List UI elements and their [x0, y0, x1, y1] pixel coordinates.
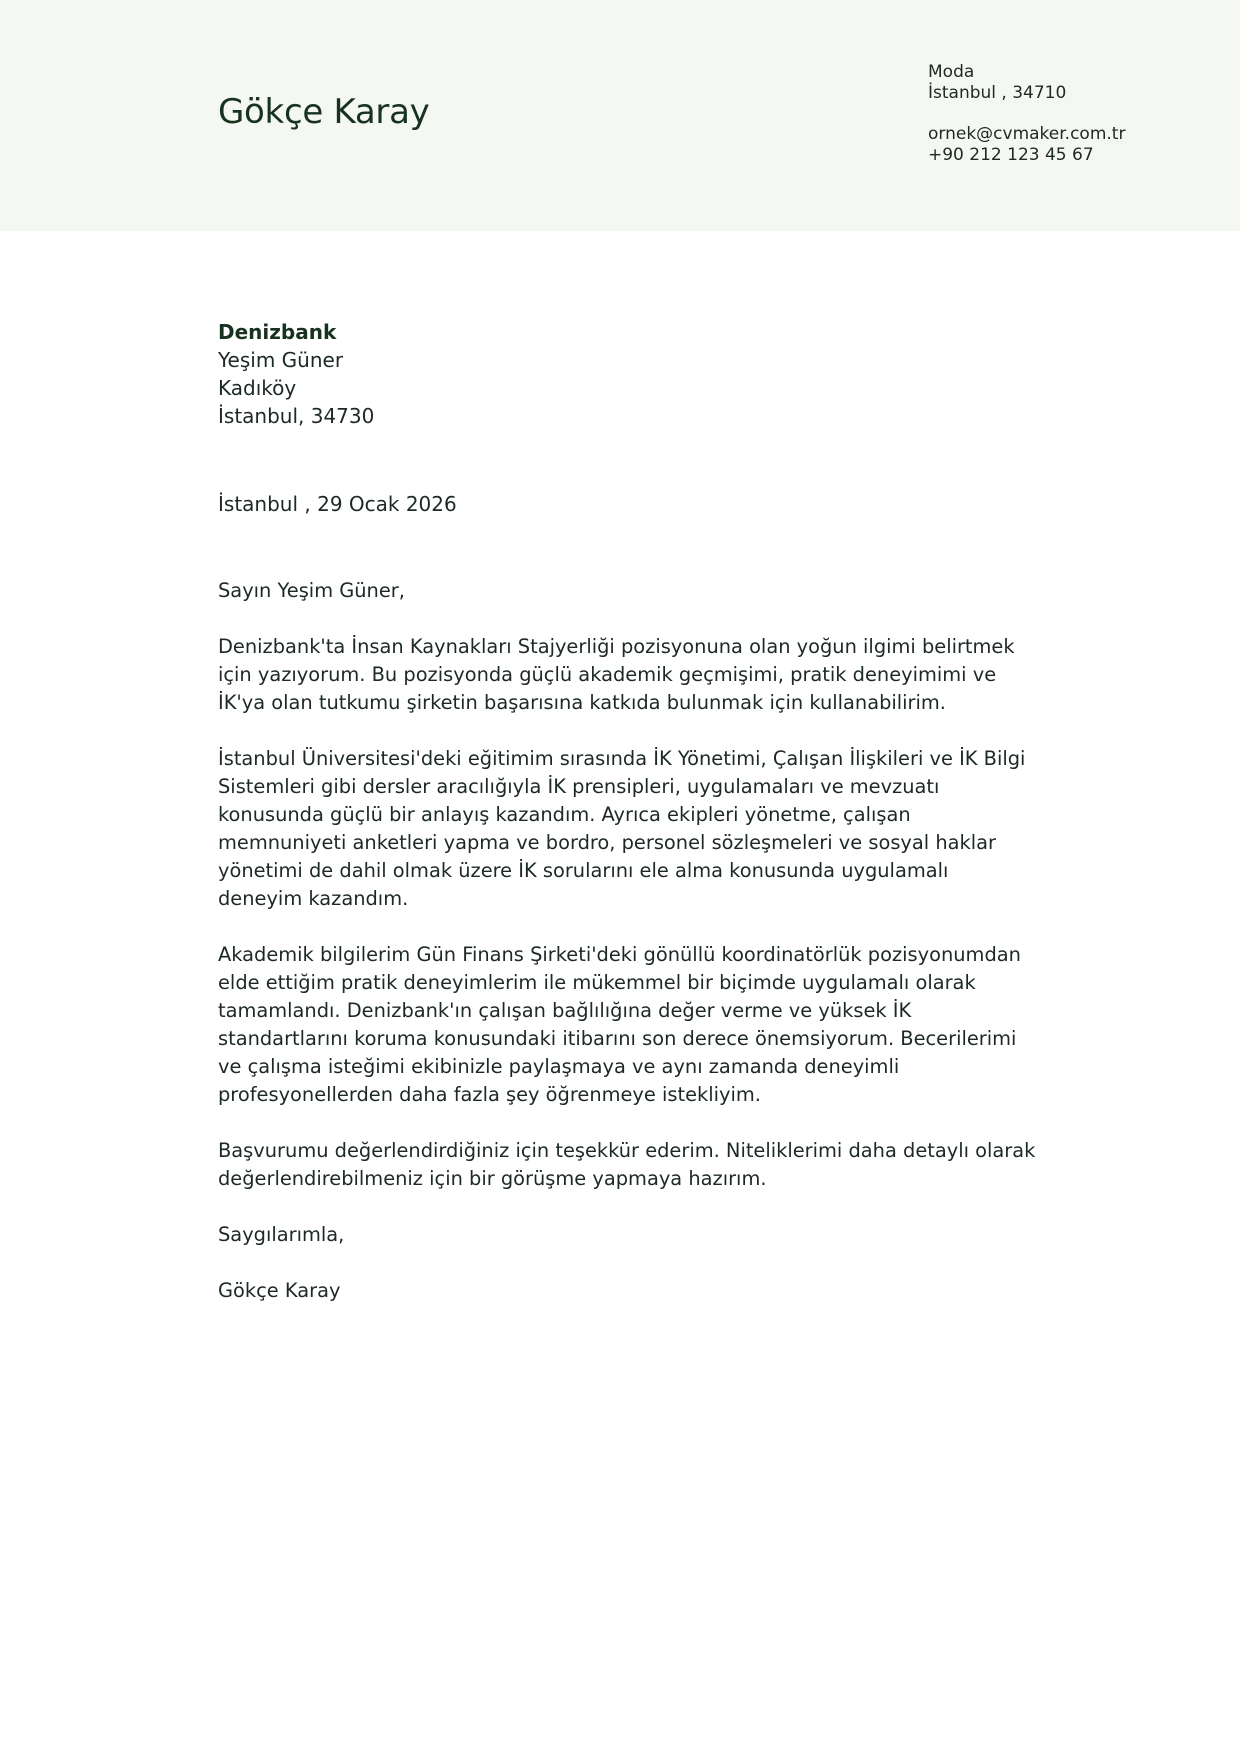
recipient-city-zip: İstanbul, 34730 [218, 404, 375, 428]
paragraph-3: Akademik bilgilerim Gün Finans Şirketi'deki gönüllü koordinatörlük pozisyonumdan elde ettiğim pratik deneyimlerim ile mükemmel bir biçimde uygulamalı olarak tamamlandı. Denizbank'ın çalışan bağlılığına değer verme ve yüksek İK standartlarını koruma konusundaki itibarını son derece önemsiyorum. Becerilerimi ve çalışma isteğimi ekibinizle paylaşmaya ve aynı zamanda deneyimli profesyonellerden daha fazla şey öğrenmeye istekliyim. [218, 943, 1021, 1106]
letter-body [218, 577, 1038, 1333]
recipient-block [218, 318, 374, 430]
sender-contact-block [928, 62, 1125, 166]
recipient-company: Denizbank [218, 320, 337, 344]
recipient-person: Yeşim Güner [218, 348, 344, 372]
sender-address-line2: İstanbul , 34710 [928, 83, 1067, 103]
sender-email: ornek@cvmaker.com.tr [928, 124, 1126, 144]
sender-name: Gökçe Karay [218, 92, 430, 132]
closing: Saygılarımla, [218, 1223, 345, 1246]
signature: Gökçe Karay [218, 1279, 341, 1302]
paragraph-4: Başvurumu değerlendirdiğiniz için teşekkür ederim. Niteliklerimi daha detaylı olarak değerlendirebilmeniz için bir görüşme yapmaya hazırım. [218, 1139, 1036, 1190]
salutation: Sayın Yeşim Güner, [218, 579, 405, 602]
place-date: İstanbul , 29 Ocak 2026 [218, 492, 457, 516]
paragraph-2: İstanbul Üniversitesi'deki eğitimim sırasında İK Yönetimi, Çalışan İlişkileri ve İK Bilgi Sistemleri gibi dersler aracılığıyla İK prensipleri, uygulamaları ve mevzuatı konusunda güçlü bir anlayış kazandım. Ayrıca ekipleri yönetme, çalışan memnuniyeti anketleri yapma ve bordro, personel sözleşmeleri ve sosyal haklar yönetimi de dahil olmak üzere İK sorularını ele alma konusunda uygulamalı deneyim kazandım. [218, 747, 1026, 910]
letter-header [0, 0, 1240, 231]
contact-spacer [928, 104, 1125, 124]
paragraph-1: Denizbank'ta İnsan Kaynakları Stajyerliği pozisyonuna olan yoğun ilgimi belirtmek için yazıyorum. Bu pozisyonda güçlü akademik geçmişimi, pratik deneyimimi ve İK'ya olan tutkumu şirketin başarısına katkıda bulunmak için kullanabilirim. [218, 635, 1015, 714]
sender-address-line1: Moda [928, 62, 975, 82]
recipient-district: Kadıköy [218, 376, 297, 400]
sender-phone: +90 212 123 45 67 [928, 145, 1094, 165]
